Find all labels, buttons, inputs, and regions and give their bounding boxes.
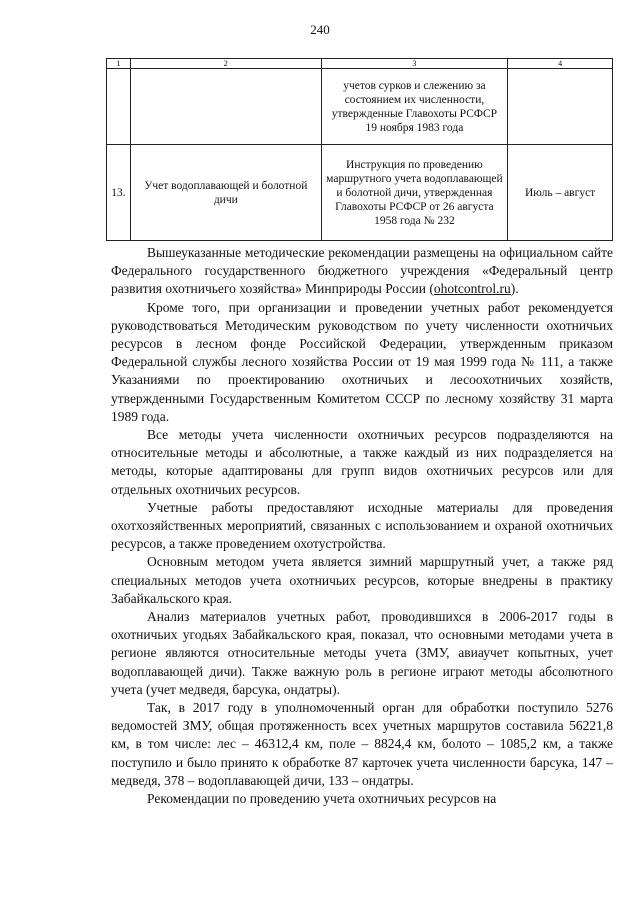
column-number-3: 3: [321, 59, 508, 69]
paragraph: Анализ материалов учетных работ, проводившихся в 2006-2017 годы в охотничьих угодьях Забайкальского края, показал, что основными методами учета в регионе являются относительные методы учета (ЗМУ, авиаучет копытных, учет водоплавающей дичи). Также важную роль в регионе играют методы абсолютного учета (учет медведя, барсука, ондатры).: [111, 609, 613, 697]
ohotcontrol-link[interactable]: ohotcontrol.ru: [433, 281, 511, 297]
paragraph: Рекомендации по проведению учета охотничьих ресурсов на: [147, 791, 497, 807]
table-row: [107, 69, 613, 145]
column-number-2: 2: [130, 59, 321, 69]
paragraph-text: ).: [510, 281, 519, 297]
table-header-row: [107, 59, 613, 69]
paragraph: Так, в 2017 году в уполномоченный орган для обработки поступило 5276 ведомостей ЗМУ, общая протяженность всех учетных маршрутов составила 56221,8 км, в том числе: лес – 46312,4 км, поле – 8824,4 км, болото – 1085,2 км, а также поступило и было принято к обработке 87 карточек учета численности барсука, 147 – медведя, 378 – водоплавающей дичи, 133 – ондатры.: [111, 700, 613, 788]
column-number-4: 4: [508, 59, 613, 69]
column-number-1: 1: [107, 59, 131, 69]
paragraph: Основным методом учета является зимний маршрутный учет, а также ряд специальных методов учета охотничьих ресурсов, которые внедрены в практику Забайкальского края.: [111, 554, 613, 606]
body-text: [111, 244, 613, 808]
row-period: Июль – август: [508, 145, 613, 241]
paragraph: [111, 244, 613, 299]
row-method-name: [130, 69, 321, 145]
page-number: 240: [310, 22, 330, 37]
paragraph-text: Вышеуказанные методические рекомендации размещены на официальном сайте Федерального государственного бюджетного учреждения «Федеральный центр развития охотничьего хозяйства» Минприроды России (: [111, 245, 613, 297]
row-number: [107, 69, 131, 145]
row-number: 13.: [107, 145, 131, 241]
paragraph: Все методы учета численности охотничьих ресурсов подразделяются на относительные методы и абсолютные, а также каждый из них подразделяется на методы, которые адаптированы для групп видов охотничьих ресурсов или для отдельных охотничьих ресурсов.: [111, 427, 613, 497]
row-document: Инструкция по проведению маршрутного учета водоплавающей и болотной дичи, утвержденная Главохоты РСФСР от 26 августа 1958 года № 232: [321, 145, 508, 241]
methods-table: [106, 58, 613, 241]
paragraph: Кроме того, при организации и проведении учетных работ рекомендуется руководствоваться Методическим руководством по учету численности охотничьих ресурсов в лесном фонде Российской Федерации, утвержденным приказом Федеральной службы лесного хозяйства России от 19 мая 1999 года № 111, а также Указаниями по проектированию охотничьих и лесоохотничьих хозяйств, утвержденными Государственным Комитетом СССР по лесному хозяйству 31 марта 1989 года.: [111, 299, 613, 424]
row-method-name: Учет водоплавающей и болотной дичи: [130, 145, 321, 241]
paragraph: Учетные работы предоставляют исходные материалы для проведения охотхозяйственных мероприятий, связанных с использованием и охраной охотничьих ресурсов, а также проведением охотустройства.: [111, 499, 613, 552]
row-document: учетов сурков и слежению за состоянием их численности, утвержденные Главохоты РСФСР 19 ноября 1983 года: [321, 69, 508, 145]
row-period: [508, 69, 613, 145]
table-row: [107, 145, 613, 241]
